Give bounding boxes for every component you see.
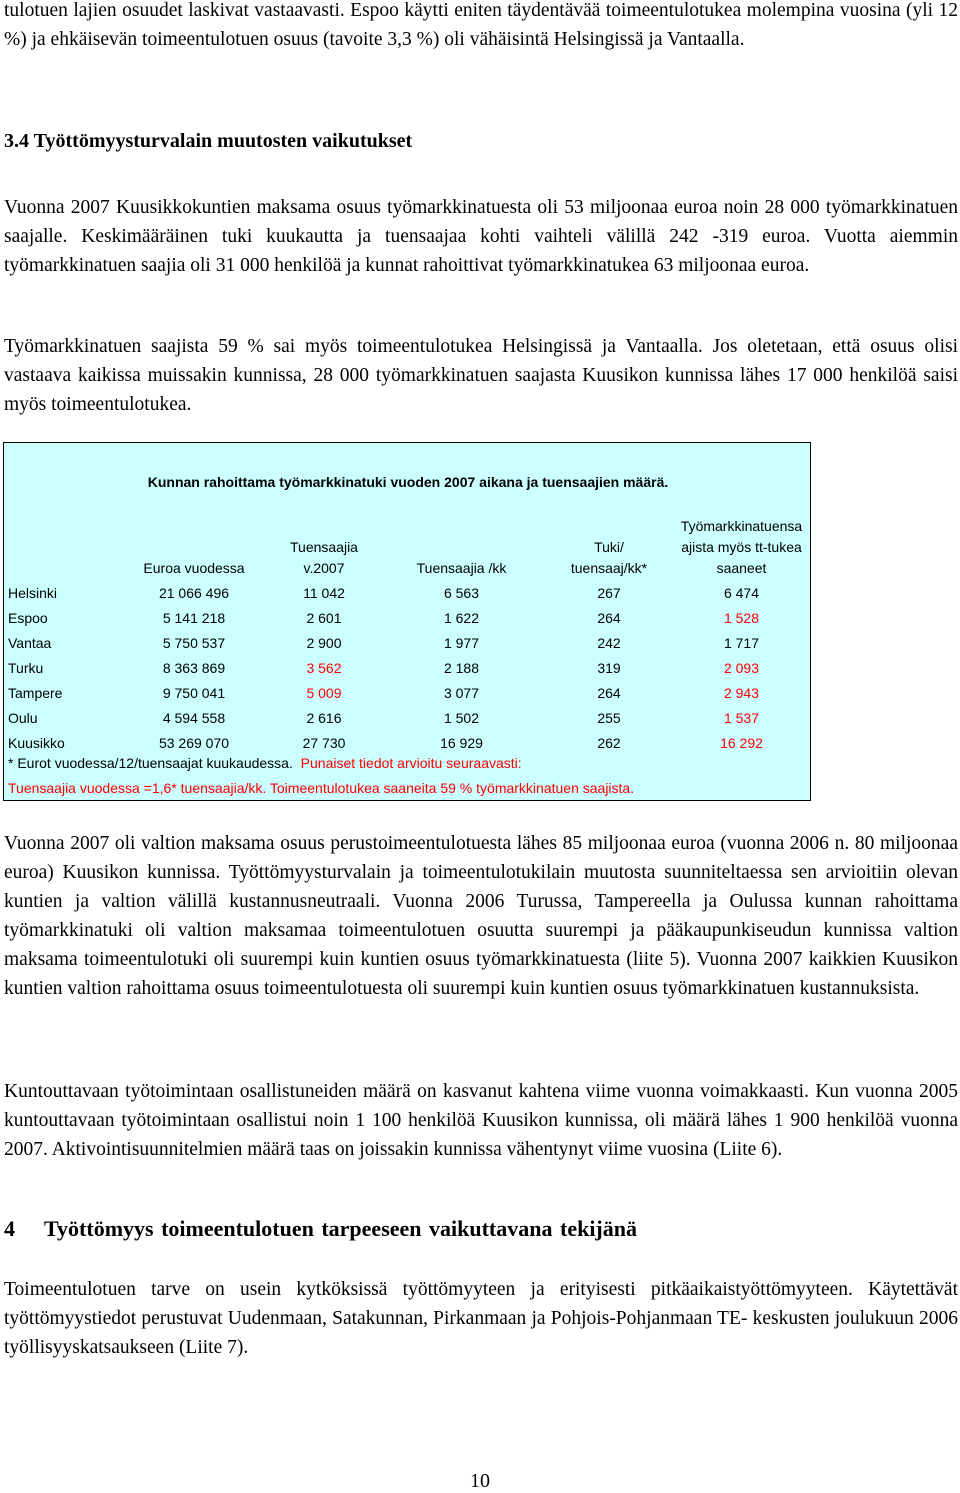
table-note-1-red: Punaiset tiedot arvioitu seuraavasti: [300, 755, 522, 771]
row-municipality: Vantaa [8, 635, 52, 651]
cell-per-month: 6 563 [443, 585, 480, 601]
row-municipality: Kuusikko [8, 735, 65, 751]
header-euros [119, 558, 269, 579]
cell-per-month: 1 977 [443, 635, 480, 651]
cell-per-month: 3 077 [443, 685, 480, 701]
section-heading-4 [4, 1216, 637, 1242]
cell-support: 319 [597, 660, 621, 676]
header-also-tt-line1: Työmarkkinatuensa [680, 518, 803, 534]
row-municipality: Helsinki [8, 585, 58, 601]
cell-per-month: 1 502 [443, 710, 480, 726]
cell-recipients: 2 616 [306, 710, 342, 726]
cell-euros: 8 363 869 [162, 660, 226, 676]
cell-also-tt: 16 292 [720, 735, 763, 751]
cell-also-tt: 1 537 [723, 710, 760, 726]
cell-per-month: 16 929 [440, 735, 483, 751]
cell-euros: 53 269 070 [158, 735, 230, 751]
cell-euros: 4 594 558 [162, 710, 226, 726]
cell-euros: 5 141 218 [162, 610, 226, 626]
row-municipality: Oulu [8, 710, 38, 726]
cell-euros: 9 750 041 [162, 685, 226, 701]
header-per-month-label: Tuensaajia /kk [416, 560, 507, 576]
row-municipality: Espoo [8, 610, 48, 626]
cell-also-tt: 1 717 [723, 635, 760, 651]
section-4-number: 4 [4, 1216, 15, 1241]
cell-support: 264 [597, 610, 621, 626]
cell-also-tt: 1 528 [723, 610, 760, 626]
header-support-line2: tuensaaj/kk* [570, 560, 648, 576]
cell-support: 267 [597, 585, 621, 601]
table-row [4, 656, 810, 681]
table-row [4, 581, 810, 606]
after-table-paragraph-2: Kuntouttavaan työtoimintaan osallistuneiden määrä on kasvanut kahtena viime vuonna voimakkaasti. Kun vuonna 2005 kuntouttavaan työtoimintaan osallistui noin 1 100 henkilöä Kuusikon kunnissa, oli määrä lähes 1 900 henkilöä vuonna 2007. Aktivointisuunnitelmien määrä taas on joissakin kunnissa vähentynyt viime vuosina (Liite 6). [4, 1081, 958, 1160]
cell-support: 262 [597, 735, 621, 751]
cell-recipients: 2 601 [306, 610, 342, 626]
cell-recipients: 3 562 [306, 660, 342, 676]
table-row [4, 631, 810, 656]
row-municipality: Tampere [8, 685, 63, 701]
recipients-table [3, 442, 811, 801]
header-support [544, 537, 674, 579]
cell-recipients: 2 900 [306, 635, 342, 651]
cell-also-tt: 2 093 [723, 660, 760, 676]
header-per-month [394, 558, 529, 579]
header-euros-label: Euroa vuodessa [143, 560, 245, 576]
cell-also-tt: 2 943 [723, 685, 760, 701]
cell-euros: 5 750 537 [162, 635, 226, 651]
cell-euros: 21 066 496 [158, 585, 230, 601]
table-title: Kunnan rahoittama työmarkkinatuki vuoden 2007 aikana ja tuensaajien määrä. [147, 474, 669, 490]
cell-support: 255 [597, 710, 621, 726]
section-4-title: Työttömyys toimeentulotuen tarpeeseen vaikuttavana tekijänä [44, 1216, 637, 1241]
cell-also-tt: 6 474 [723, 585, 760, 601]
header-also-tt-line2: ajista myös tt-tukea [681, 539, 802, 555]
intro-paragraph: tulotuen lajien osuudet laskivat vastaavasti. Espoo käytti eniten täydentävää toimeentulotukea molempina vuosina (yli 12 %) ja ehkäisevän toimeentulotuen osuus (tavoite 3,3 %) oli vähäisintä Helsingissä ja Vantaalla. [4, 0, 958, 50]
section-heading-3-4: 3.4 Työttömyysturvalain muutosten vaikutukset [4, 130, 413, 152]
cell-support: 264 [597, 685, 621, 701]
after-table-paragraph-1: Vuonna 2007 oli valtion maksama osuus perustoimeentulotuesta lähes 85 miljoonaa euroa (vuonna 2006 n. 80 miljoonaa euroa) Kuusikon kunnissa. Työttömyysturvalain ja toimeentulotukilain muutosta suunniteltaessa sen arvioitiin olevan kuntien ja valtion välillä kustannusneutraali. Vuonna 2006 Turussa, Tampereella ja Oulussa kunnan rahoittama työmarkkinatuki oli valtion maksamaa toimeentulotuen osuutta suurempi ja pääkaupunkiseudun kunnissa valtion maksama toimeentulotuki oli suurempi kuin kuntien osuus työmarkkinatuesta (liite 5). Vuonna 2007 kaikkien Kuusikon kuntien valtion rahoittama osuus toimeentulotuesta oli suurempi kuin kuntien osuus työmarkkinatuen kustannuksista. [4, 833, 958, 999]
cell-recipients: 11 042 [303, 585, 345, 601]
section-4-paragraph: Toimeentulotuen tarve on usein kytköksissä työttömyyteen ja erityisesti pitkäaikaistyöttömyyteen. Käytettävät työttömyystiedot perustuvat Uudenmaan, Satakunnan, Pirkanmaan ja Pohjois-Pohjanmaan TE- keskusten joulukuun 2006 työllisyyskatsaukseen (Liite 7). [4, 1279, 958, 1358]
cell-support: 242 [597, 635, 621, 651]
table-note-1 [8, 752, 522, 774]
header-also-tt-line3: saaneet [716, 560, 767, 576]
header-also-tt [669, 516, 814, 579]
table-row [4, 706, 810, 731]
section-3-4-paragraph-2: Työmarkkinatuen saajista 59 % sai myös toimeentulotukea Helsingissä ja Vantaalla. Jos oletetaan, että osuus olisi vastaava kaikissa muissakin kunnissa, 28 000 työmarkkinatuen saajasta Kuusikon kunnissa lähes 17 000 henkilöä saisi myös toimeentulotukea. [4, 336, 958, 415]
cell-recipients: 5 009 [306, 685, 342, 701]
row-municipality: Turku [8, 660, 44, 676]
cell-per-month: 2 188 [443, 660, 480, 676]
table-note-2: Tuensaajia vuodessa =1,6* tuensaajia/kk. Toimeentulotukea saaneita 59 % työmarkkinatuen saajista. [8, 780, 635, 796]
header-recipients-line1: Tuensaajia [290, 539, 358, 555]
header-recipients [259, 537, 389, 579]
table-note-1-text: * Eurot vuodessa/12/tuensaajat kuukaudessa. [8, 755, 293, 771]
header-support-line1: Tuki/ [594, 539, 624, 555]
header-recipients-line2: v.2007 [303, 560, 345, 576]
table-row [4, 606, 810, 631]
cell-recipients: 27 730 [302, 735, 346, 751]
cell-per-month: 1 622 [443, 610, 480, 626]
section-3-4-paragraph-1: Vuonna 2007 Kuusikkokuntien maksama osuus työmarkkinatuesta oli 53 miljoonaa euroa noin 28 000 työmarkkinatuen saajalle. Keskimääräinen tuki kuukautta ja tuensaajaa kohti vaihteli välillä 242 -319 euroa. Vuotta aiemmin työmarkkinatuen saajia oli 31 000 henkilöä ja kunnat rahoittivat työmarkkinatukea 63 miljoonaa euroa. [4, 197, 958, 276]
table-row [4, 681, 810, 706]
page-number: 10 [470, 1470, 490, 1492]
